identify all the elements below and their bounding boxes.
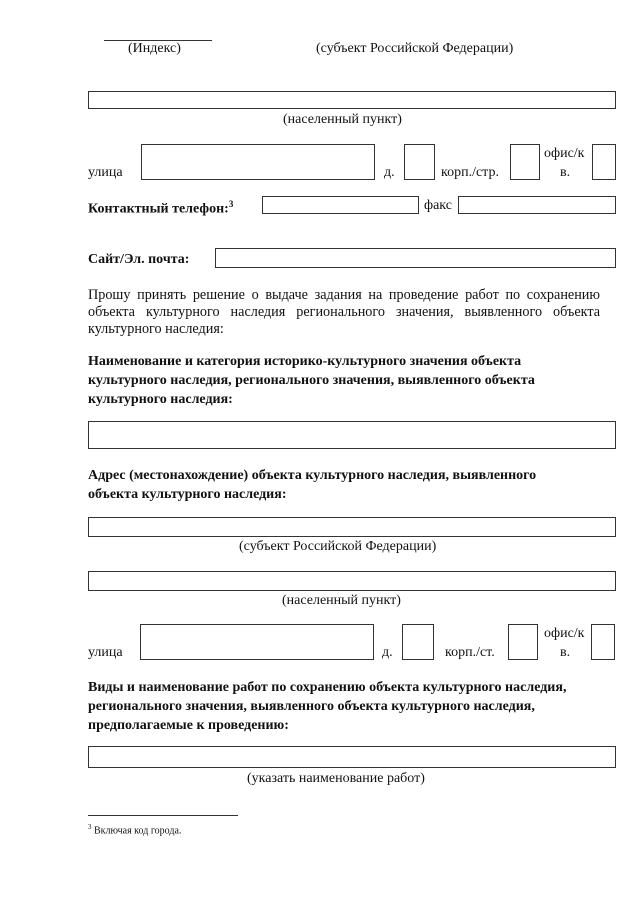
- object-subject-caption: (субъект Российской Федерации): [239, 539, 437, 554]
- footnote-text: Включая код города.: [94, 825, 182, 837]
- footnote-separator: [88, 815, 238, 816]
- applicant-house-input[interactable]: [404, 144, 435, 180]
- works-heading-line-3: предполагаемые к проведению:: [88, 718, 289, 733]
- request-line-2: объекта культурного наследия регионального значения, выявленного объекта: [88, 304, 600, 320]
- applicant-street-label: улица: [88, 165, 123, 180]
- applicant-building-input[interactable]: [510, 144, 540, 180]
- applicant-office-input[interactable]: [592, 144, 616, 180]
- object-building-input[interactable]: [508, 624, 538, 660]
- site-email-label: Сайт/Эл. почта:: [88, 252, 190, 267]
- applicant-office-label-1: офис/к: [544, 146, 585, 161]
- applicant-house-label: д.: [384, 165, 395, 180]
- object-address-heading: [88, 466, 608, 504]
- footnote-mark: 3: [88, 823, 92, 831]
- object-office-input[interactable]: [591, 624, 615, 660]
- object-settlement-caption: (населенный пункт): [282, 593, 401, 608]
- works-heading-line-2: регионального значения, выявленного объекта культурного наследия,: [88, 699, 535, 714]
- request-line-3: культурного наследия:: [88, 321, 224, 337]
- applicant-settlement-input[interactable]: [88, 91, 616, 109]
- works-input[interactable]: [88, 746, 616, 768]
- object-settlement-input[interactable]: [88, 571, 616, 591]
- object-address-heading-line-2: объекта культурного наследия:: [88, 487, 287, 502]
- request-paragraph: [88, 287, 600, 338]
- object-office-label-2: в.: [560, 645, 571, 660]
- applicant-office-label-2: в.: [560, 165, 571, 180]
- works-heading-line-1: Виды и наименование работ по сохранению объекта культурного наследия,: [88, 680, 567, 695]
- applicant-street-input[interactable]: [141, 144, 375, 180]
- works-caption: (указать наименование работ): [247, 771, 425, 786]
- object-name-heading-line-3: культурного наследия:: [88, 392, 233, 407]
- applicant-building-label: корп./стр.: [441, 165, 499, 180]
- object-address-heading-line-1: Адрес (местонахождение) объекта культурного наследия, выявленного: [88, 468, 537, 483]
- index-caption: (Индекс): [128, 41, 181, 56]
- object-name-input[interactable]: [88, 421, 616, 449]
- site-email-input[interactable]: [215, 248, 616, 268]
- object-street-label: улица: [88, 645, 123, 660]
- fax-label: факс: [424, 198, 452, 213]
- object-subject-input[interactable]: [88, 517, 616, 537]
- footnote: [88, 823, 181, 836]
- subject-caption: (субъект Российской Федерации): [316, 41, 514, 56]
- object-name-heading-line-1: Наименование и категория историко-культурного значения объекта: [88, 354, 522, 369]
- object-house-input[interactable]: [402, 624, 434, 660]
- object-name-heading: [88, 352, 608, 409]
- fax-input[interactable]: [458, 196, 616, 214]
- object-name-heading-line-2: культурного наследия, регионального значения, выявленного объекта: [88, 373, 535, 388]
- object-house-label: д.: [382, 645, 393, 660]
- applicant-settlement-caption: (населенный пункт): [283, 112, 402, 127]
- works-heading: [88, 678, 618, 735]
- phone-input[interactable]: [262, 196, 419, 214]
- object-building-label: корп./ст.: [445, 645, 495, 660]
- object-office-label-1: офис/к: [544, 626, 585, 641]
- phone-label: Контактный телефон:$^3$: [88, 199, 234, 217]
- object-street-input[interactable]: [140, 624, 374, 660]
- request-line-1: Прошу принять решение о выдаче задания на проведение работ по сохранению: [88, 287, 600, 303]
- phone-footnote-mark: 3: [228, 199, 234, 209]
